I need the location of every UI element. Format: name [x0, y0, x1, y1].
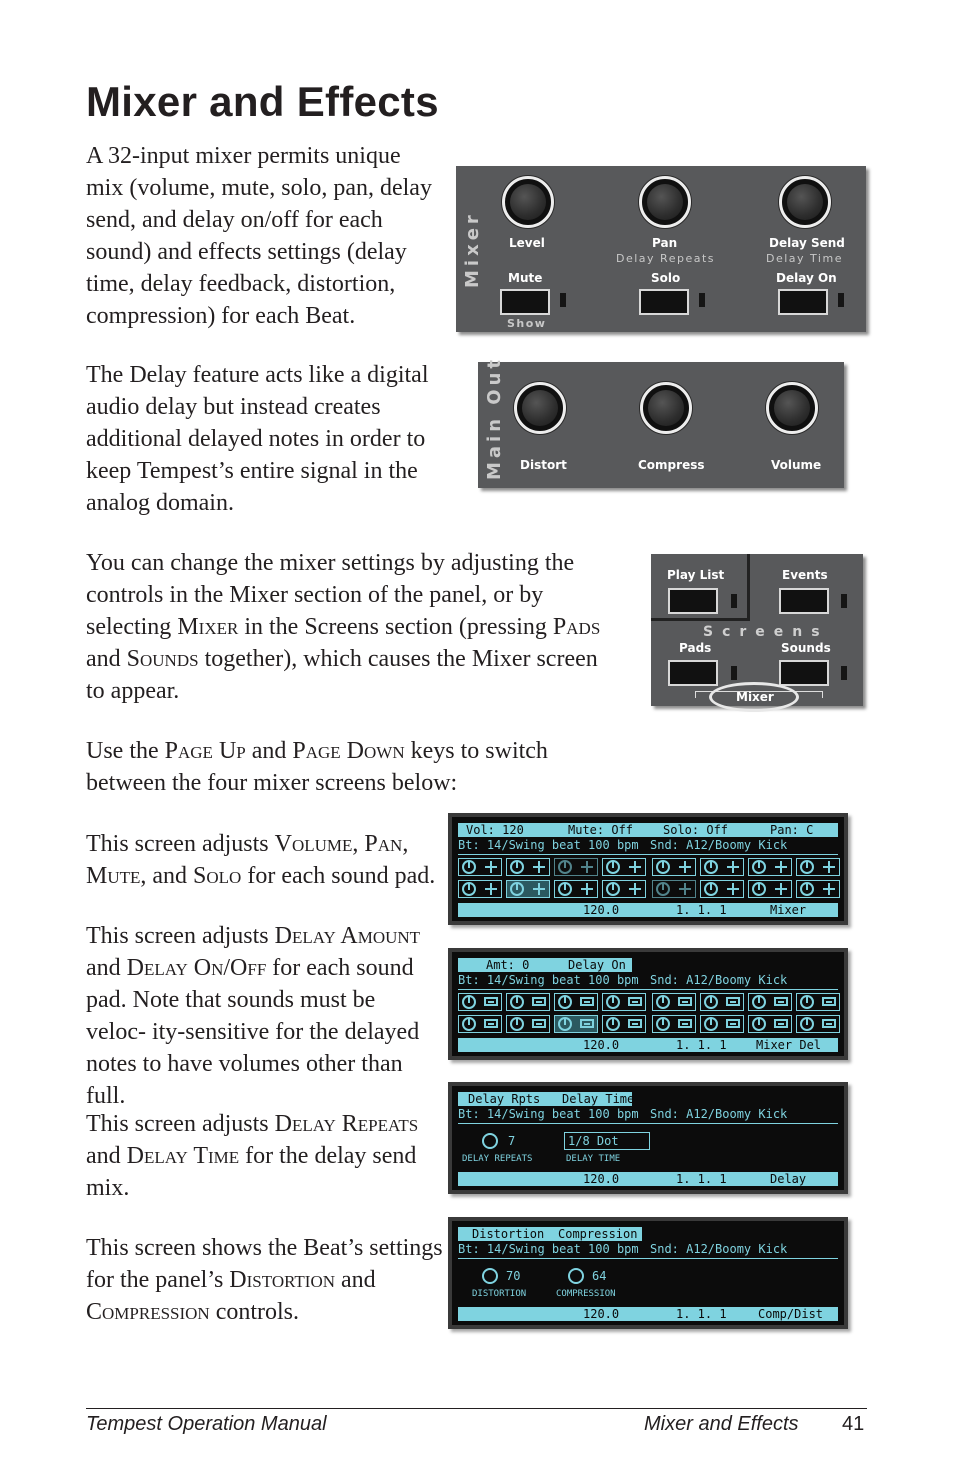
lcd4-top-bar: Distortion Compression	[458, 1227, 642, 1241]
delay-paragraph: The Delay feature acts like a digital audio delay but instead creates additional delayed notes in order to keep Tempest’s entire signal in the analog domain.	[86, 362, 429, 516]
lcd3-sound-info: Snd: A12/Boomy Kick	[650, 1107, 788, 1121]
delay-send-knob	[779, 176, 831, 228]
screen1-description: This screen adjusts Volume, Pan, Mute, and Solo for each sound pad.	[86, 831, 436, 889]
delay-repeats-value: 7	[508, 1134, 516, 1148]
play-list-button	[668, 588, 718, 614]
screen3-description: This screen adjusts Delay Repeats and Delay Time for the delay send mix.	[86, 1111, 419, 1201]
page-keys-paragraph: Use the Page Up and Page Down keys to switch between the four mixer screens below:	[86, 738, 548, 796]
main-out-side-title: Main Out	[484, 355, 505, 480]
compress-label: Compress	[638, 458, 705, 472]
screen4-description: This screen shows the Beat’s settings for the panel’s Distortion and Compression controls.	[86, 1235, 443, 1325]
mixer-screen-4	[448, 1217, 848, 1329]
pads-label: Pads	[679, 641, 712, 655]
events-button	[779, 588, 829, 614]
delay-on-button	[778, 289, 828, 315]
lcd4-sound-info: Snd: A12/Boomy Kick	[650, 1242, 788, 1256]
distortion-dial-icon	[482, 1268, 498, 1284]
lcd1-sound-info: Snd: A12/Boomy Kick	[650, 838, 788, 852]
delay-send-label: Delay Send	[769, 236, 845, 250]
level-label: Level	[509, 236, 545, 250]
solo-label: Solo	[651, 271, 681, 285]
footer-section-title: Mixer and Effects	[644, 1413, 799, 1435]
delay-send-sublabel: Delay Time	[766, 252, 843, 265]
compression-dial-icon	[568, 1268, 584, 1284]
footer-rule	[86, 1408, 867, 1409]
lcd1-top-bar: Vol: 120 Mute: Off Solo: Off Pan: C	[458, 823, 838, 837]
lcd1-pad-grid	[458, 854, 838, 899]
lcd2-beat-info: Bt: 14/Swing beat 100 bpm	[458, 973, 639, 987]
events-label: Events	[782, 568, 828, 582]
lcd1-beat-info: Bt: 14/Swing beat 100 bpm	[458, 838, 639, 852]
main-out-panel-image	[478, 355, 844, 488]
play-list-led	[731, 594, 737, 608]
mute-label: Mute	[508, 271, 543, 285]
delay-time-value: 1/8 Dot	[568, 1134, 619, 1148]
pads-led	[731, 666, 737, 680]
page-number: 41	[842, 1413, 865, 1435]
volume-label: Volume	[771, 458, 822, 472]
lcd3-bottom-bar: 120.0 1. 1. 1 Delay	[458, 1172, 838, 1186]
intro-paragraph: A 32-input mixer permits unique mix (volume, mute, solo, pan, delay send, and delay on/off for each sound) and effects settings (delay time, delay feedback, distortion, compression) for each Beat.	[86, 143, 432, 329]
compression-value: 64	[592, 1269, 607, 1283]
mixer-panel-image	[456, 166, 866, 332]
delay-repeats-dial-icon	[482, 1133, 498, 1149]
lcd3-beat-info: Bt: 14/Swing beat 100 bpm	[458, 1107, 639, 1121]
lcd4-beat-info: Bt: 14/Swing beat 100 bpm	[458, 1242, 639, 1256]
mixer-screen-1	[448, 813, 848, 925]
lcd2-sound-info: Snd: A12/Boomy Kick	[650, 973, 788, 987]
level-knob	[502, 176, 554, 228]
mute-sublabel: Show	[507, 317, 547, 330]
lcd3-top-bar: Delay Rpts Delay Time	[458, 1092, 632, 1106]
lcd2-bottom-bar: 120.0 1. 1. 1 Mixer Del	[458, 1038, 838, 1052]
pan-knob	[639, 176, 691, 228]
mute-led	[560, 293, 566, 307]
screens-divider-v	[747, 554, 750, 620]
distortion-label: DISTORTION	[472, 1289, 527, 1299]
distort-label: Distort	[520, 458, 567, 472]
pan-sublabel: Delay Repeats	[616, 252, 715, 265]
screens-panel-image	[651, 554, 863, 706]
mixer-screen-2	[448, 948, 848, 1060]
lcd2-top-bar: Amt: 0 Delay On	[458, 958, 632, 972]
screens-label: Screens	[703, 624, 829, 640]
pan-label: Pan	[652, 236, 678, 250]
sounds-button	[779, 660, 829, 686]
mixer-label: Mixer	[736, 690, 774, 704]
sounds-label: Sounds	[781, 641, 831, 655]
mixer-screen-3	[448, 1082, 848, 1194]
sounds-led	[841, 666, 847, 680]
screen2-description: This screen adjusts Delay Amount and Delay On/Off for each sound pad. Note that sounds must be veloc- ity-sensitive for the delayed notes to have volumes other than full.	[86, 923, 421, 1109]
delay-on-led	[838, 293, 844, 307]
lcd4-divider	[458, 1258, 838, 1259]
delay-time-label: DELAY TIME	[566, 1154, 621, 1164]
solo-button	[639, 289, 689, 315]
screens-divider-h	[651, 618, 750, 621]
lcd2-pad-grid	[458, 989, 838, 1034]
footer-manual-title: Tempest Operation Manual	[86, 1413, 327, 1435]
page-title: Mixer and Effects	[86, 78, 439, 125]
pads-button	[668, 660, 718, 686]
delay-on-label: Delay On	[776, 271, 837, 285]
mixer-side-title: Mixer	[462, 211, 483, 288]
events-led	[841, 594, 847, 608]
compression-label: COMPRESSION	[556, 1289, 616, 1299]
lcd4-bottom-bar: 120.0 1. 1. 1 Comp/Dist	[458, 1307, 838, 1321]
mixer-access-paragraph: You can change the mixer settings by adjusting the controls in the Mixer section of the panel, or by selecting Mixer in the Screens section (pressing Pads and Sounds together), which causes the Mixer screen to appear.	[86, 550, 601, 704]
solo-led	[699, 293, 705, 307]
volume-knob	[766, 382, 818, 434]
distortion-value: 70	[506, 1269, 521, 1283]
delay-repeats-label: DELAY REPEATS	[462, 1154, 533, 1164]
distort-knob	[514, 382, 566, 434]
play-list-label: Play List	[667, 568, 725, 582]
mute-button	[500, 289, 550, 315]
lcd3-divider	[458, 1123, 838, 1124]
lcd1-bottom-bar: 120.0 1. 1. 1 Mixer	[458, 903, 838, 917]
compress-knob	[640, 382, 692, 434]
